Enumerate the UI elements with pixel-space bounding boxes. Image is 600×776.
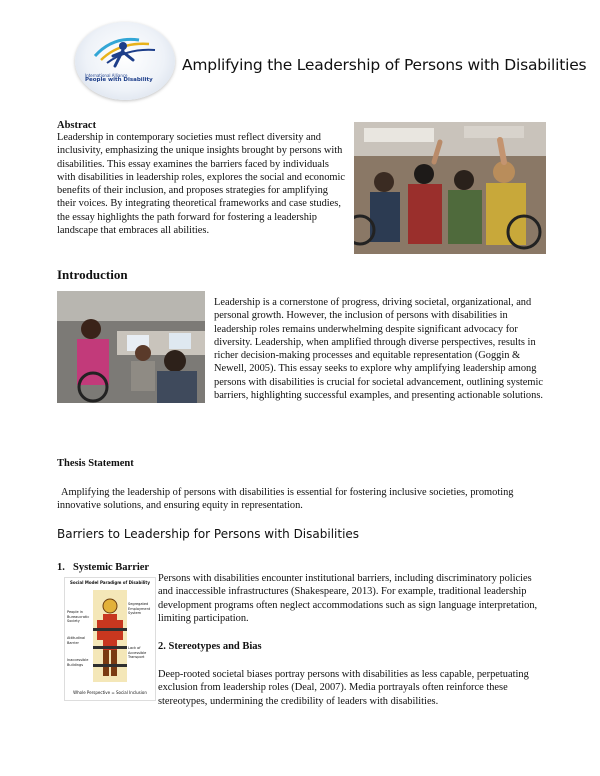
logo-small-text: International Alliance bbox=[85, 73, 128, 78]
stereotypes-heading: 2. Stereotypes and Bias bbox=[158, 641, 262, 652]
meeting-photo-image bbox=[57, 291, 205, 403]
document-title: Amplifying the Leadership of Persons with Disabilities bbox=[182, 56, 587, 74]
diagram-person-figure-icon bbox=[93, 590, 127, 682]
meeting-photo bbox=[57, 291, 205, 403]
diagram-left-label-3: Inaccessible Buildings bbox=[67, 658, 89, 667]
diagram-footer: Whole Perspective = Social Inclusion bbox=[73, 690, 147, 695]
diagram-left-label-1: People in Bureaucratic Society bbox=[67, 610, 90, 623]
abstract-text: Leadership in contemporary societies must reflect diversity and inclusivity, emphasizing the unique insights brought by persons with disabilities. This essay examines the barriers faced by individuals with disabilities in leadership roles, explores the social and economic benefits of their inclusion, and proposes strategies for amplifying their voices. By integrating theoretical frameworks and case studies, the essay highlights the path forward for fostering a leadership landscape that embraces all abilities. bbox=[57, 132, 345, 237]
logo-text bbox=[85, 74, 165, 84]
logo-big-text: People with Disability bbox=[85, 77, 153, 84]
thesis-text: Amplifying the leadership of persons with disabilities is essential for fostering inclusive societies, promoting innovative solutions, and ensuring equity in representation. bbox=[57, 487, 514, 512]
logo-figure-icon bbox=[93, 30, 159, 74]
organization-logo bbox=[75, 22, 175, 100]
abstract-heading: Abstract bbox=[57, 120, 97, 131]
barriers-heading: Barriers to Leadership for Persons with Disabilities bbox=[57, 527, 360, 541]
thesis-heading: Thesis Statement bbox=[57, 458, 134, 469]
systemic-barrier-number: 1. bbox=[57, 562, 65, 573]
social-model-diagram bbox=[64, 577, 156, 701]
introduction-text: Leadership is a cornerstone of progress, driving societal, organizational, and personal growth. However, the inclusion of persons with disabilities in leadership roles remains underwhelming despite significant advocacy for diversity. Leadership, when amplified through diverse perspectives, results in richer decision-making processes and equitable representation (Goggin & Newell, 2005). This essay seeks to explore why amplifying leadership among persons with disabilities is crucial for societal advancement, outlining systemic barriers, highlighting successful examples, and presenting actionable solutions. bbox=[214, 297, 543, 402]
introduction-heading: Introduction bbox=[57, 267, 128, 282]
diagram-left-label-2: Attitudinal Barrier bbox=[67, 636, 86, 645]
diagram-title: Social Model Paradigm of Disability bbox=[70, 580, 150, 585]
diagram-right-label-2: Lack of Accessible Transport bbox=[128, 646, 147, 659]
systemic-barrier-heading: Systemic Barrier bbox=[73, 562, 150, 573]
systemic-barrier-text: Persons with disabilities encounter institutional barriers, including discriminatory policies and inaccessible infrastructures (Shakespeare, 2013). For example, traditional leadership development programs often neglect accommodations such as sign language interpretation, limiting participation. bbox=[158, 573, 538, 624]
stereotypes-text: Deep-rooted societal biases portray persons with disabilities as less capable, perpetuating exclusion from leadership roles (Deal, 2007). Media portrayals often reinforce these stereotypes, undermining the credibility of leaders with disabilities. bbox=[158, 669, 529, 707]
diagram-right-label-1: Segregated Employment System bbox=[128, 602, 151, 615]
activists-photo-image bbox=[354, 122, 546, 254]
activists-photo bbox=[354, 122, 546, 254]
